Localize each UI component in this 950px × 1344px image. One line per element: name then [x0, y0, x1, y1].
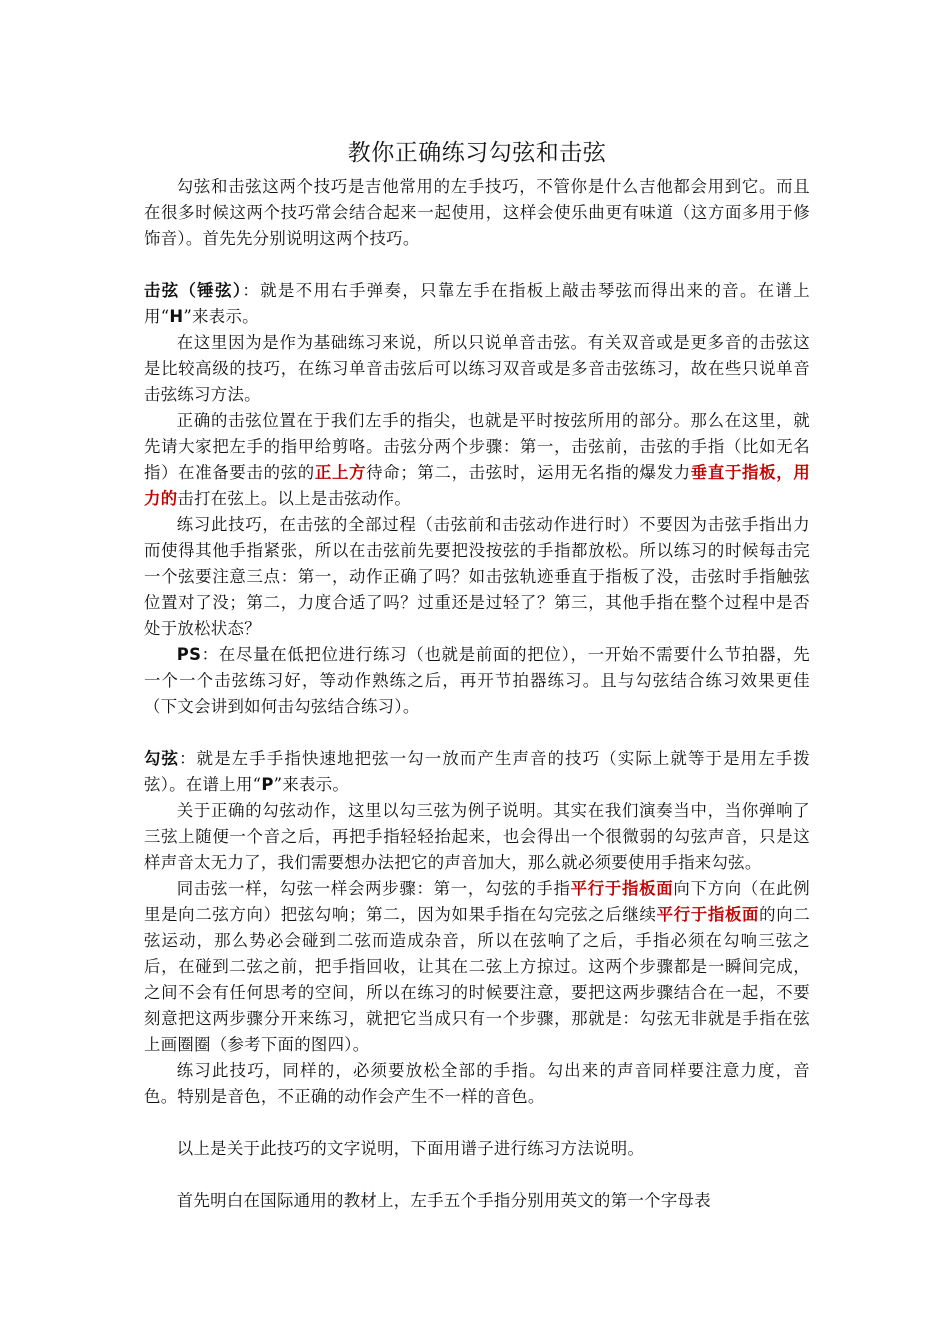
pull-def-text-b: ”来表示。 — [273, 775, 350, 794]
hammer-paragraph-1: 在这里因为是作为基础练习来说，所以只说单音击弦。有关双音或是更多音的击弦这是比较高级的技巧，在练习单音击弦后可以练习双音或是多音击弦练习，故在些只说单音击弦练习方法。 — [144, 333, 810, 404]
hammer-p2-text-b: 待命；第二，击弦时，运用无名指的爆发力 — [366, 463, 691, 482]
pull-p2-text-b: 向下方向（在此例里是向二弦方向）把弦勾响；第二，因为如果手指在勾完弦之后继续 — [144, 879, 810, 924]
pull-paragraph-3: 练习此技巧，同样的，必须要放松全部的手指。勾出来的声音同样要注意力度，音色。特别是音色，不正确的动作会产生不一样的音色。 — [144, 1061, 810, 1106]
pull-paragraph-1: 关于正确的勾弦动作，这里以勾三弦为例子说明。其实在我们演奏当中，当你弹响了三弦上随便一个音之后，再把手指轻轻抬起来，也会得出一个很微弱的勾弦声音，只是这样声音太无力了，我们需要想办法把它的声音加大，那么就必须要使用手指来勾弦。 — [144, 801, 810, 872]
hammer-def-text-b: ”来表示。 — [183, 307, 259, 326]
hammer-definition — [144, 278, 810, 330]
closing-paragraph-1: 以上是关于此技巧的文字说明，下面用谱子进行练习方法说明。 — [176, 1139, 645, 1158]
hammer-p2-text-c: 击打在弦上。以上是击弦动作。 — [177, 489, 412, 508]
closing-paragraph-2: 首先明白在国际通用的教材上，左手五个手指分别用英文的第一个字母表 — [176, 1191, 711, 1210]
hammer-def-text-a: ：就是不用右手弹奏，只靠左手在指板上敲击琴弦而得出来的音。在谱上用“ — [144, 281, 810, 326]
pull-def-text-a: ：就是左手手指快速地把弦一勾一放而产生声音的技巧（实际上就等于是用左手拨弦）。在谱上用“ — [144, 749, 810, 794]
hammer-ps-paragraph — [144, 642, 810, 720]
pull-emphasis-1: 平行于指板面 — [570, 879, 674, 898]
pull-p2-text-c: 的向二弦运动，那么势必会碰到二弦而造成杂音，所以在弦响了之后，手指必须在勾响三弦之后，在碰到二弦之前，把手指回收，让其在二弦上方掠过。这两个步骤都是一瞬间完成，之间不会有任何思考的空间，所以在练习的时候要注意，要把这两步骤结合在一起，不要刻意把这两步骤分开来练习，就把它当成只有一个步骤，那就是：勾弦无非就是手指在弦上画圈圈（参考下面的图四）。 — [144, 905, 811, 1054]
pull-paragraph-2 — [144, 876, 810, 1058]
hammer-emphasis-2: 垂直于指板，用力的 — [144, 463, 811, 508]
pull-p2-text-a: 同击弦一样，勾弦一样会两步骤：第一，勾弦的手指 — [176, 879, 571, 898]
pull-definition — [144, 746, 810, 798]
pull-symbol: P — [261, 775, 274, 794]
ps-label: PS — [176, 645, 202, 664]
pull-heading: 勾弦 — [144, 749, 180, 768]
page-title: 教你正确练习勾弦和击弦 — [347, 140, 607, 166]
ps-text: ：在尽量在低把位进行练习（也就是前面的把位），一开始不需要什么节拍器，先一个一个击弦练习好，等动作熟练之后，再开节拍器练习。且与勾弦结合练习效果更佳（下文会讲到如何击勾弦结合练习）。 — [144, 645, 810, 716]
hammer-heading: 击弦（锤弦） — [144, 281, 243, 300]
hammer-p2-text-a: 正确的击弦位置在于我们左手的指尖，也就是平时按弦所用的部分。那么在这里，就先请大家把左手的指甲给剪咯。击弦分两个步骤：第一，击弦前，击弦的手指（比如无名指）在准备要击的弦的 — [144, 411, 810, 482]
hammer-paragraph-3: 练习此技巧，在击弦的全部过程（击弦前和击弦动作进行时）不要因为击弦手指出力而使得其他手指紧张，所以在击弦前先要把没按弦的手指都放松。所以练习的时候每击完一个弦要注意三点：第一，动作正确了吗？如击弦轨迹垂直于指板了没，击弦时手指触弦位置对了没；第二，力度合适了吗？过重还是过轻了？第三，其他手指在整个过程中是否处于放松状态？ — [144, 515, 810, 638]
pull-emphasis-2: 平行于指板面 — [656, 905, 760, 924]
hammer-emphasis-1: 正上方 — [314, 463, 367, 482]
hammer-symbol: H — [169, 307, 184, 326]
intro-paragraph: 勾弦和击弦这两个技巧是吉他常用的左手技巧，不管你是什么吉他都会用到它。而且在很多时候这两个技巧常会结合起来一起使用，这样会使乐曲更有味道（这方面多用于修饰音）。首先先分别说明这两个技巧。 — [144, 177, 810, 248]
hammer-paragraph-2 — [144, 408, 810, 512]
